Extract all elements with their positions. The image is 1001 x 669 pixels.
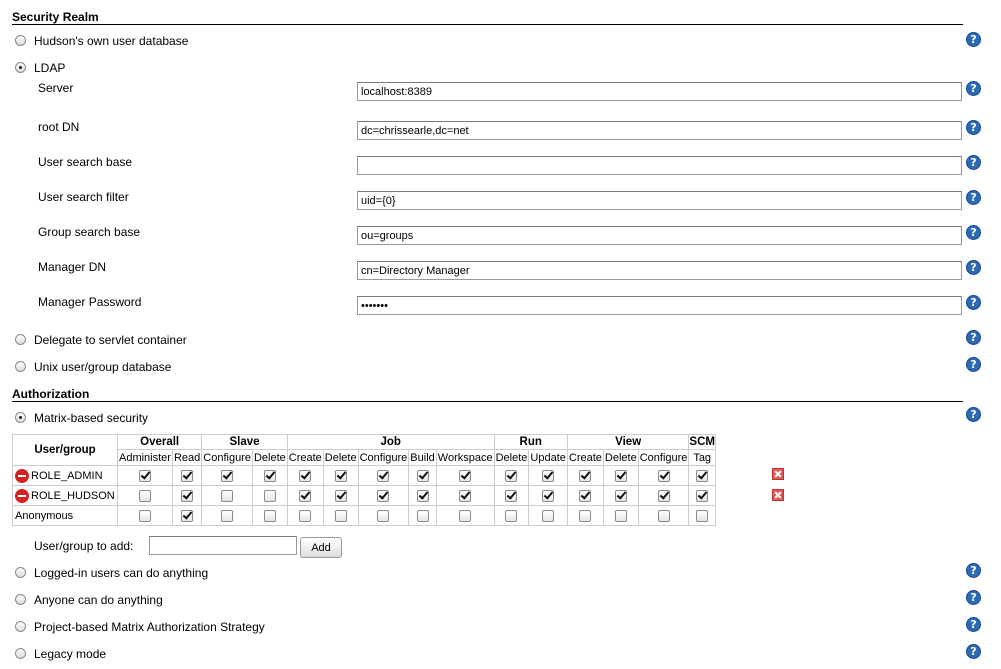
- permission-cell: [287, 486, 323, 506]
- permission-cell: [689, 466, 716, 486]
- permission-checkbox[interactable]: [264, 490, 276, 502]
- table-row: [13, 506, 716, 526]
- help-icon[interactable]: ?: [966, 590, 981, 605]
- user-group-to-add-input[interactable]: [149, 536, 297, 555]
- permission-cell: [358, 486, 409, 506]
- permission-checkbox[interactable]: [377, 510, 389, 522]
- permission-checkbox[interactable]: [335, 510, 347, 522]
- remove-role-admin-icon[interactable]: [772, 468, 784, 480]
- perm-header-job-delete: Delete: [324, 451, 357, 464]
- permission-cell: [252, 506, 287, 526]
- radio-ldap[interactable]: [15, 62, 26, 73]
- perm-header-slave-delete: Delete: [253, 451, 286, 464]
- permission-checkbox[interactable]: [505, 510, 517, 522]
- permission-cell: [436, 486, 494, 506]
- permission-checkbox[interactable]: [579, 510, 591, 522]
- permission-cell: [529, 506, 567, 526]
- radio-hudson-user-db-label: Hudson's own user database: [34, 34, 189, 48]
- perm-header-view-create: Create: [568, 451, 602, 464]
- perm-header-run-update: Update: [530, 451, 566, 464]
- permission-cell: [638, 466, 689, 486]
- permission-checkbox[interactable]: [264, 470, 276, 482]
- radio-anyone-anything-label: Anyone can do anything: [34, 593, 163, 607]
- help-icon[interactable]: ?: [966, 330, 981, 345]
- permission-checkbox[interactable]: [579, 470, 591, 482]
- permission-checkbox[interactable]: [542, 510, 554, 522]
- add-user-button[interactable]: Add: [300, 537, 342, 558]
- permission-checkbox[interactable]: [377, 490, 389, 502]
- radio-hudson-user-db[interactable]: [15, 35, 26, 46]
- permission-checkbox[interactable]: [417, 510, 429, 522]
- permission-checkbox[interactable]: [658, 490, 670, 502]
- permission-checkbox[interactable]: [658, 510, 670, 522]
- perm-header-run-delete: Delete: [495, 451, 528, 464]
- permission-cell: [567, 506, 603, 526]
- radio-matrix-security[interactable]: [15, 412, 26, 423]
- permission-checkbox[interactable]: [542, 470, 554, 482]
- user-group-cell: [13, 506, 118, 526]
- server-label: Server: [38, 81, 74, 95]
- permission-checkbox[interactable]: [335, 490, 347, 502]
- security-realm-divider: [12, 24, 963, 25]
- user-group-name: ROLE_ADMIN: [31, 469, 103, 482]
- help-icon[interactable]: ?: [966, 225, 981, 240]
- help-icon[interactable]: ?: [966, 32, 981, 47]
- permission-checkbox[interactable]: [221, 510, 233, 522]
- permission-checkbox[interactable]: [505, 490, 517, 502]
- user-group-cell: [13, 466, 118, 486]
- permission-checkbox[interactable]: [615, 490, 627, 502]
- group-header-view: View: [567, 435, 689, 450]
- permission-cell: [567, 466, 603, 486]
- radio-unix-user-db-label: Unix user/group database: [34, 360, 172, 374]
- permission-checkbox[interactable]: [299, 470, 311, 482]
- manager-dn-input[interactable]: [357, 261, 962, 280]
- manager-dn-label: Manager DN: [38, 260, 107, 274]
- permission-cell: [172, 506, 201, 526]
- permission-checkbox[interactable]: [542, 490, 554, 502]
- permission-cell: [323, 466, 358, 486]
- perm-header-view-delete: Delete: [604, 451, 637, 464]
- radio-anyone-anything[interactable]: [15, 594, 26, 605]
- permission-checkbox[interactable]: [417, 490, 429, 502]
- permission-cell: [529, 486, 567, 506]
- group-header-run: Run: [494, 435, 567, 450]
- permission-checkbox[interactable]: [139, 490, 151, 502]
- permission-checkbox[interactable]: [139, 470, 151, 482]
- permission-checkbox[interactable]: [696, 470, 708, 482]
- group-search-base-label: Group search base: [38, 225, 141, 239]
- permission-checkbox[interactable]: [335, 470, 347, 482]
- permission-checkbox[interactable]: [377, 470, 389, 482]
- user-group-name: ROLE_HUDSON: [31, 489, 115, 502]
- perm-header-scm-tag: Tag: [689, 450, 716, 466]
- permission-cell: [358, 466, 409, 486]
- server-input[interactable]: [357, 82, 962, 101]
- perm-header-job-workspace: Workspace: [437, 451, 493, 464]
- permission-cell: [603, 466, 638, 486]
- table-row: [13, 466, 716, 486]
- permission-checkbox[interactable]: [615, 470, 627, 482]
- radio-unix-user-db[interactable]: [15, 361, 26, 372]
- permission-checkbox[interactable]: [459, 510, 471, 522]
- permission-cell: [323, 486, 358, 506]
- help-icon[interactable]: ?: [966, 260, 981, 275]
- permission-cell: [252, 486, 287, 506]
- permission-cell: [689, 506, 716, 526]
- group-search-base-input[interactable]: [357, 226, 962, 245]
- permission-cell: [638, 486, 689, 506]
- permission-matrix: [12, 434, 716, 526]
- permission-cell: [494, 506, 529, 526]
- perm-header-read: Read: [173, 451, 201, 464]
- help-icon[interactable]: ?: [966, 155, 981, 170]
- perm-header-job-build: Build: [410, 451, 435, 464]
- perm-header-administer: Administer: [119, 451, 171, 464]
- permission-cell: [603, 486, 638, 506]
- permission-checkbox[interactable]: [181, 510, 193, 522]
- radio-project-matrix[interactable]: [15, 621, 26, 632]
- radio-logged-in-anything-label: Logged-in users can do anything: [34, 566, 209, 580]
- group-header-job: Job: [287, 435, 494, 450]
- permission-checkbox[interactable]: [579, 490, 591, 502]
- permission-cell: [494, 486, 529, 506]
- permission-cell: [494, 466, 529, 486]
- permission-cell: [567, 486, 603, 506]
- help-icon[interactable]: ?: [966, 357, 981, 372]
- permission-checkbox[interactable]: [299, 490, 311, 502]
- permission-cell: [202, 486, 253, 506]
- permission-checkbox[interactable]: [658, 470, 670, 482]
- group-header-slave: Slave: [202, 435, 288, 450]
- permission-checkbox[interactable]: [221, 470, 233, 482]
- user-search-filter-label: User search filter: [38, 190, 129, 204]
- permission-cell: [287, 506, 323, 526]
- permission-cell: [358, 506, 409, 526]
- group-header-scm: SCM: [689, 436, 715, 448]
- help-icon[interactable]: ?: [966, 295, 981, 310]
- permission-cell: [529, 466, 567, 486]
- permission-checkbox[interactable]: [615, 510, 627, 522]
- permission-checkbox[interactable]: [696, 510, 708, 522]
- perm-header-slave-configure: Configure: [203, 451, 251, 464]
- help-icon[interactable]: ?: [966, 617, 981, 632]
- permission-checkbox[interactable]: [139, 510, 151, 522]
- user-group-cell: [13, 486, 118, 506]
- radio-legacy-mode-label: Legacy mode: [34, 647, 107, 661]
- permission-cell: [202, 466, 253, 486]
- permission-cell: [323, 506, 358, 526]
- perm-header-view-configure: Configure: [639, 451, 688, 464]
- radio-logged-in-anything[interactable]: [15, 567, 26, 578]
- perm-header-job-create: Create: [288, 451, 322, 464]
- security-realm-title: Security Realm: [12, 10, 99, 24]
- permission-checkbox[interactable]: [299, 510, 311, 522]
- remove-role-hudson-icon[interactable]: [772, 489, 784, 501]
- permission-cell: [436, 466, 494, 486]
- user-group-header: User/group: [13, 435, 118, 466]
- help-icon[interactable]: ?: [966, 81, 981, 96]
- root-dn-label: root DN: [38, 120, 80, 134]
- permission-cell: [409, 506, 436, 526]
- permission-checkbox[interactable]: [221, 490, 233, 502]
- group-header-overall: Overall: [118, 435, 202, 450]
- perm-header-job-configure: Configure: [359, 451, 408, 464]
- permission-cell: [603, 506, 638, 526]
- permission-checkbox[interactable]: [264, 510, 276, 522]
- manager-password-label: Manager Password: [38, 295, 142, 309]
- table-row: [13, 486, 716, 506]
- authorization-title: Authorization: [12, 387, 90, 401]
- permission-cell: [202, 506, 253, 526]
- permission-cell: [172, 486, 201, 506]
- permission-cell: [118, 506, 173, 526]
- authorization-divider: [12, 401, 963, 402]
- permission-checkbox[interactable]: [181, 490, 193, 502]
- radio-delegate-servlet[interactable]: [15, 334, 26, 345]
- permission-cell: [436, 506, 494, 526]
- root-dn-input[interactable]: [357, 121, 962, 140]
- help-icon[interactable]: ?: [966, 563, 981, 578]
- permission-checkbox[interactable]: [696, 490, 708, 502]
- help-icon[interactable]: ?: [966, 120, 981, 135]
- remove-user-icon[interactable]: [15, 469, 29, 483]
- permission-cell: [409, 486, 436, 506]
- permission-checkbox[interactable]: [417, 470, 429, 482]
- user-group-to-add-label: User/group to add:: [34, 539, 134, 553]
- remove-user-icon[interactable]: [15, 489, 29, 503]
- permission-cell: [118, 486, 173, 506]
- user-search-filter-input[interactable]: [357, 191, 962, 210]
- permission-cell: [287, 466, 323, 486]
- help-icon[interactable]: ?: [966, 190, 981, 205]
- user-search-base-label: User search base: [38, 155, 133, 169]
- user-search-base-input[interactable]: [357, 156, 962, 175]
- radio-project-matrix-label: Project-based Matrix Authorization Strategy: [34, 620, 265, 634]
- permission-cell: [409, 466, 436, 486]
- permission-cell: [118, 466, 173, 486]
- help-icon[interactable]: ?: [966, 644, 981, 659]
- radio-delegate-servlet-label: Delegate to servlet container: [34, 333, 187, 347]
- permission-checkbox[interactable]: [459, 470, 471, 482]
- permission-cell: [252, 466, 287, 486]
- radio-matrix-security-label: Matrix-based security: [34, 411, 149, 425]
- permission-checkbox[interactable]: [181, 470, 193, 482]
- permission-cell: [172, 466, 201, 486]
- permission-cell: [638, 506, 689, 526]
- manager-password-input[interactable]: [357, 296, 962, 315]
- permission-checkbox[interactable]: [505, 470, 517, 482]
- radio-ldap-label: LDAP: [34, 61, 66, 75]
- user-group-name: Anonymous: [15, 509, 74, 522]
- permission-checkbox[interactable]: [459, 490, 471, 502]
- radio-legacy-mode[interactable]: [15, 648, 26, 659]
- help-icon[interactable]: ?: [966, 407, 981, 422]
- permission-cell: [689, 486, 716, 506]
